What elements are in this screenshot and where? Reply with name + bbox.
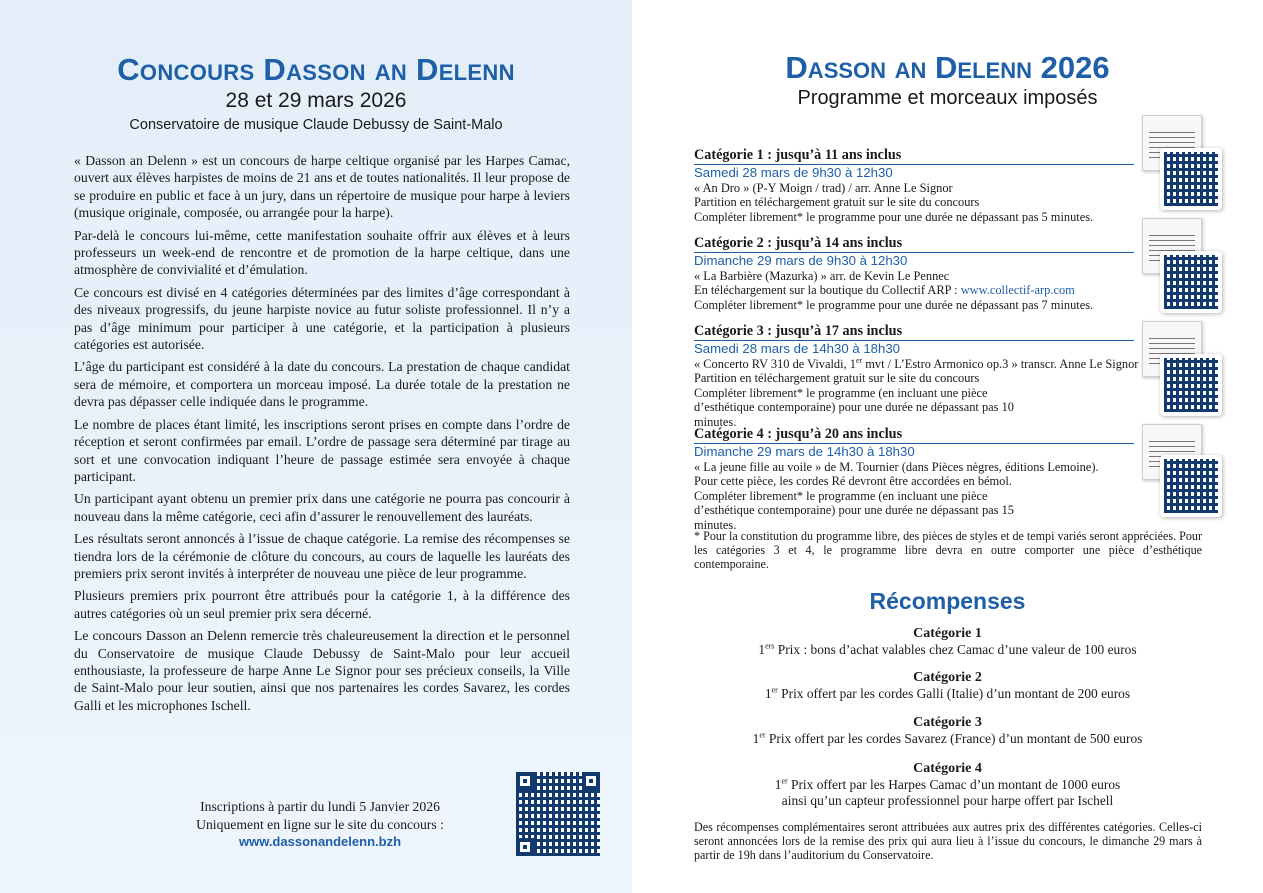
ordinal: er [855, 355, 863, 365]
paragraph: Les résultats seront annoncés à l’issue de chaque catégorie. La remise des récompenses se tiendra lors de la cérémonie de clôture du concours, au cours de laquelle les lauréats des premiers prix seront invités à interpréter de nouveau une pièce de leur programme. [74, 531, 570, 581]
category-schedule: Samedi 28 mars de 14h30 à 18h30 [694, 340, 901, 356]
registration-info [150, 798, 490, 851]
program-subtitle: Programme et morceaux imposés [797, 87, 1098, 109]
reward-text [632, 642, 1263, 658]
reward-item [632, 715, 1263, 747]
reward-extra: ainsi qu’un capteur professionnel pour harpe offert par Ischell [781, 793, 1114, 808]
registration-note: Uniquement en ligne sur le site du concours : [196, 816, 444, 832]
reward-item [632, 761, 1263, 809]
reward-category: Catégorie 1 [913, 626, 982, 641]
closing-note: Des récompenses complémentaires seront attribuées aux autres prix des différentes catégories. Celles-ci seront annoncées lors de la remise des prix qui aura lieu à l’issue du concours, le dimanche 29 mars à partir de 19h dans l’auditorium du Conservatoire. [694, 820, 1202, 862]
category-detail [694, 283, 1144, 298]
event-venue: Conservatoire de musique Claude Debussy de Saint-Malo [129, 117, 503, 133]
paragraph: L’âge du participant est considéré à la date du concours. La prestation de chaque candidat sera de mémoire, et comportera un morceau imposé. La durée totale de la prestation ne devra pas dépasser celle indiquée dans le programme. [74, 359, 570, 410]
registration-date: Inscriptions à partir du lundi 5 Janvier 2026 [200, 799, 440, 814]
qr-code-icon[interactable] [1160, 354, 1222, 416]
paragraph: Ce concours est divisé en 4 catégories déterminées par des limites d’âge correspondant à des niveaux progressifs, du jeune harpiste novice au futur soliste professionnel. Il n’y a pas d’âge minimum pour participer à une catégorie, et la participation à plusieurs catégories est autorisée. [74, 284, 570, 353]
reward-item [632, 670, 1263, 702]
reward-rank: 1 [764, 686, 772, 701]
category-detail: Partition en téléchargement gratuit sur le site du concours [694, 195, 980, 210]
reward-description: Prix : bons d’achat valables chez Camac d’une valeur de 100 euros [774, 642, 1137, 657]
reward-category: Catégorie 3 [913, 715, 982, 730]
category-schedule: Dimanche 29 mars de 14h30 à 18h30 [694, 443, 915, 459]
paragraph: « Dasson an Delenn » est un concours de harpe celtique organisé par les Harpes Camac, ouvert aux élèves harpistes de moins de 21 ans et de toutes nationalités. Il leur propose de se produire en public et face à un jury, dans un répertoire de musique pour harpe à leviers (musique originale, composée, ou arrangée pour la harpe). [74, 153, 570, 221]
reward-item [632, 626, 1263, 658]
ordinal: er [759, 730, 766, 740]
reward-category: Catégorie 4 [913, 761, 982, 776]
intro-text [74, 152, 570, 719]
page-title: Concours Dasson an Delenn [117, 52, 515, 87]
ordinal: er [771, 685, 778, 695]
category-detail: Compléter librement* le programme (en incluant une pièce d’esthétique contemporaine) pour une durée ne dépassant pas 10 minutes. [694, 385, 1014, 429]
download-text: En téléchargement sur la boutique du Collectif ARP : [694, 283, 961, 298]
paragraph: Plusieurs premiers prix pourront être attribués pour la catégorie 1, à la différence des autres catégories où un seul premier prix sera décerné. [74, 588, 570, 621]
category-detail: Compléter librement* le programme (en incluant une pièce d’esthétique contemporaine) pour une durée ne dépassant pas 15 minutes. [694, 488, 1014, 532]
category-heading: Catégorie 4 : jusqu’à 20 ans inclus [694, 427, 1134, 444]
category-piece: « An Dro » (P-Y Moign / trad) / arr. Anne Le Signor [694, 180, 953, 195]
category-block [694, 236, 1144, 312]
rewards-title: Récompenses [869, 588, 1026, 614]
reward-text [632, 686, 1263, 702]
reward-rank: 1 [752, 731, 760, 746]
category-detail: Compléter librement* le programme pour une durée ne dépassant pas 7 minutes. [694, 297, 1094, 312]
piece-text: mvt / L’Estro Armonico op.3 » transcr. Anne Le Signor [862, 356, 1139, 371]
category-heading: Catégorie 2 : jusqu’à 14 ans inclus [694, 236, 1134, 253]
reward-rank: 1 [774, 777, 782, 792]
reward-rank: 1 [758, 642, 766, 657]
category-block [694, 324, 1144, 430]
reward-description: Prix offert par les cordes Galli (Italie) d’un montant de 200 euros [777, 686, 1131, 701]
paragraph: Le nombre de places étant limité, les inscriptions seront prises en compte dans l’ordre de réception et seront confirmées par email. L’ordre de passage sera déterminé par tirage au sort et une convocation indiquant l’heure de passage estimée sera envoyée à chaque participant. [74, 416, 570, 484]
piece-text: « Concerto RV 310 de Vivaldi, 1 [694, 356, 856, 371]
category-detail: Partition en téléchargement gratuit sur le site du concours [694, 371, 980, 386]
reward-description: Prix offert par les Harpes Camac d’un montant de 1000 euros [787, 777, 1121, 792]
program-title: Dasson an Delenn 2026 [785, 50, 1110, 85]
category-schedule: Dimanche 29 mars de 9h30 à 12h30 [694, 252, 908, 268]
category-block [694, 148, 1144, 224]
category-piece: « La jeune fille au voile » de M. Tournier (dans Pièces nègres, éditions Lemoine). [694, 459, 1099, 474]
shop-link[interactable]: www.collectif-arp.com [960, 283, 1075, 298]
category-heading: Catégorie 1 : jusqu’à 11 ans inclus [694, 148, 1134, 165]
category-schedule: Samedi 28 mars de 9h30 à 12h30 [694, 164, 893, 180]
category-detail: Pour cette pièce, les cordes Ré devront être accordées en bémol. [694, 474, 1012, 489]
reward-category: Catégorie 2 [913, 670, 982, 685]
reward-description: Prix offert par les cordes Savarez (France) d’un montant de 500 euros [765, 731, 1143, 746]
website-link[interactable]: www.dassonandelenn.bzh [238, 834, 402, 849]
ordinal: er [781, 776, 788, 786]
qr-code-icon[interactable] [1160, 148, 1222, 210]
qr-code-icon[interactable] [1160, 455, 1222, 517]
paragraph: Le concours Dasson an Delenn remercie très chaleureusement la direction et le personnel du Conservatoire de musique Claude Debussy de Saint-Malo pour leur accueil enthousiaste, la professeure de harpe Anne Le Signor pour ses précieux conseils, la Ville de Saint-Malo pour leur soutien, ainsi que nos partenaires les cordes Savarez, les cordes Galli et les microphones Ischell. [74, 628, 570, 713]
category-heading: Catégorie 3 : jusqu’à 17 ans inclus [694, 324, 1134, 341]
category-piece [694, 357, 1144, 372]
paragraph: Par-delà le concours lui-même, cette manifestation souhaite offrir aux élèves et à leurs professeurs un week-end de rencontre et de promotion de la harpe celtique, dans une atmosphère de convivialité et d’émulation. [74, 227, 570, 278]
category-detail: Compléter librement* le programme pour une durée ne dépassant pas 5 minutes. [694, 209, 1094, 224]
qr-code-icon[interactable] [516, 772, 600, 856]
category-block [694, 427, 1144, 533]
reward-text [632, 731, 1263, 747]
event-dates: 28 et 29 mars 2026 [225, 89, 407, 112]
ordinal: ers [765, 641, 775, 651]
paragraph: Un participant ayant obtenu un premier prix dans une catégorie ne pourra pas concourir à nouveau dans la même catégorie, ceci afin d’assurer le renouvellement des lauréats. [74, 491, 570, 524]
qr-code-icon[interactable] [1160, 251, 1222, 313]
program-footnote: * Pour la constitution du programme libre, des pièces de styles et de tempi variés seront appréciées. Pour les catégories 3 et 4, le programme libre devra en outre comporter une pièce d’esthétique contemporaine. [694, 529, 1202, 572]
category-piece: « La Barbière (Mazurka) » arr. de Kevin Le Pennec [694, 268, 950, 283]
reward-text [632, 777, 1263, 793]
